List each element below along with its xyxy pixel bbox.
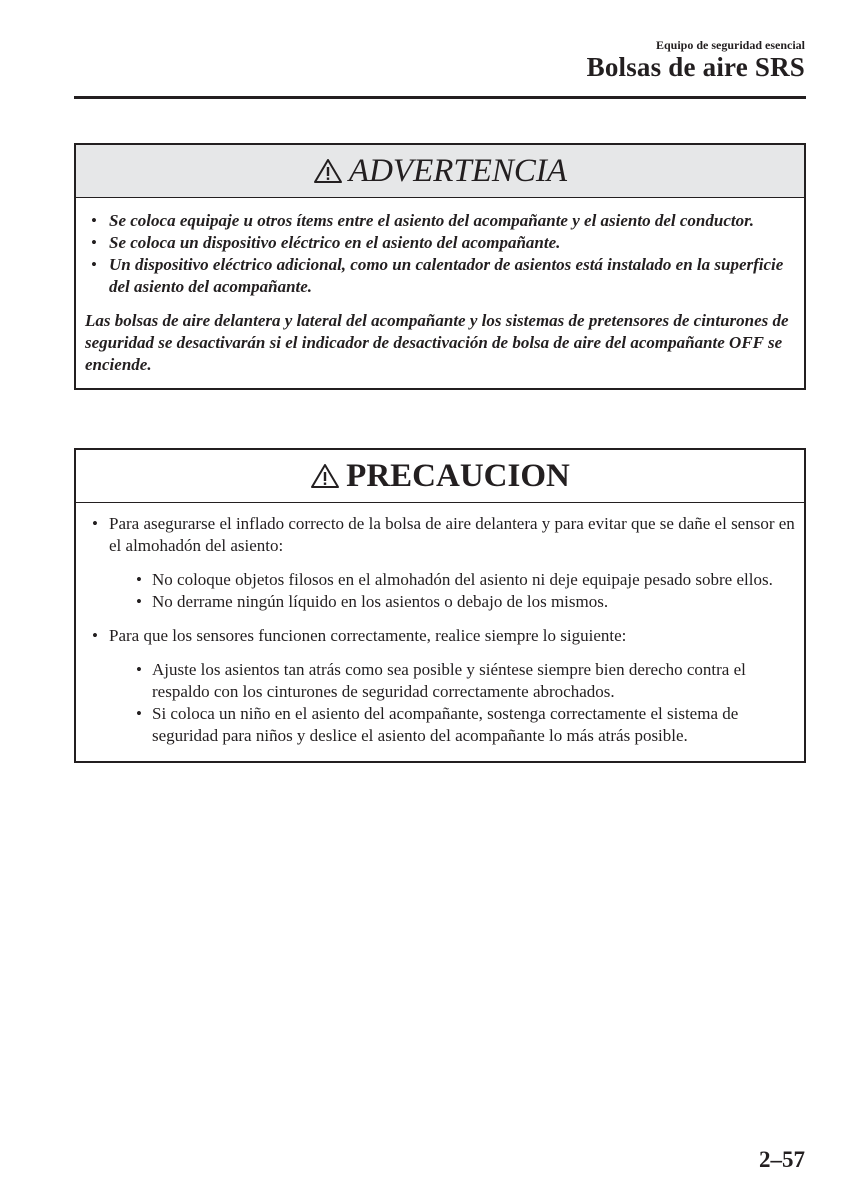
caution-sublist [109, 659, 796, 747]
warning-list [85, 210, 792, 298]
list-item: • No derrame ningún líquido en los asientos o debajo de los mismos. [136, 592, 609, 611]
warning-header [76, 145, 804, 198]
warning-note: Las bolsas de aire delantera y lateral del acompañante y los sistemas de pretensores de cinturones de seguridad se desactivarán si el indicador de desactivación de bolsa de aire del acompañante OFF se enciende. [85, 311, 789, 374]
warning-body [76, 198, 804, 388]
section-label: Equipo de seguridad esencial [655, 38, 805, 52]
list-item: • Para asegurarse el inflado correcto de la bolsa de aire delantera y para evitar que se dañe el sensor en el almohadón del asiento: • No coloque objetos filosos en el almohadón del asiento ni deje equipaje pesado sobre ellos. • No derrame ningún líquido en los asientos o debajo de los mismos. [92, 514, 795, 611]
header-divider [74, 96, 806, 99]
caution-list [86, 513, 796, 747]
caution-box [74, 448, 806, 763]
warning-box [74, 143, 806, 390]
list-item: • Se coloca equipaje u otros ítems entre el asiento del acompañante y el asiento del conductor. [91, 211, 755, 230]
list-item: • Se coloca un dispositivo eléctrico en el asiento del acompañante. [91, 233, 561, 252]
list-item: • Si coloca un niño en el asiento del acompañante, sostenga correctamente el sistema de seguridad para niños y deslice el asiento del acompañante lo más atrás posible. [136, 704, 739, 745]
caution-body [76, 503, 804, 761]
list-item: • Para que los sensores funcionen correctamente, realice siempre lo siguiente: • Ajuste los asientos tan atrás como sea posible y siéntese siempre bien derecho contra el respaldo con los cinturones de seguridad correctamente abrochados. • Si coloca un niño en el asiento del acompañante, sostenga correctamente el sistema de seguridad para niños y deslice el asiento del acompañante lo más atrás posible. [86, 625, 796, 747]
caution-header [76, 450, 804, 503]
caution-sublist [109, 569, 796, 613]
list-item: • Ajuste los asientos tan atrás como sea posible y siéntese siempre bien derecho contra el respaldo con los cinturones de seguridad correctamente abrochados. [136, 660, 746, 701]
warning-triangle-icon [310, 463, 340, 489]
warning-triangle-icon [313, 158, 343, 184]
page-number: 2–57 [759, 1147, 805, 1172]
page-title: Bolsas de aire SRS [586, 52, 805, 82]
warning-title: ADVERTENCIA [348, 152, 568, 189]
list-item: • No coloque objetos filosos en el almohadón del asiento ni deje equipaje pesado sobre ellos. [136, 570, 773, 589]
list-item: • Un dispositivo eléctrico adicional, como un calentador de asientos está instalado en la superficie del asiento del acompañante. [91, 255, 784, 296]
caution-title: PRECAUCION [346, 457, 570, 494]
